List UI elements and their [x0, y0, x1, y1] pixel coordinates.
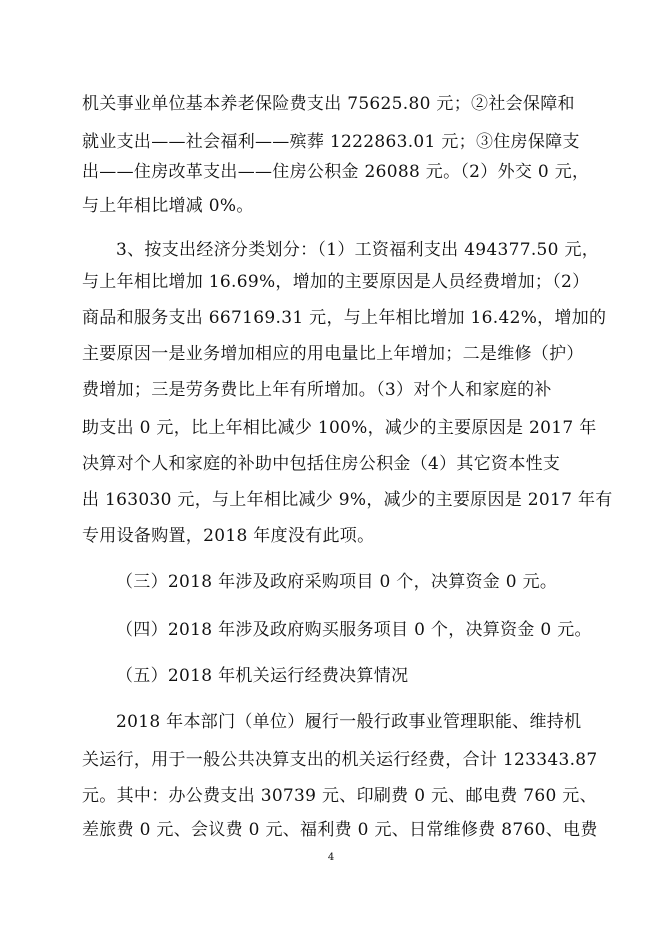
- text-line: 出 163030 元，与上年相比减少 9%，减少的主要原因是 2017 年有: [82, 490, 613, 510]
- text-line: 助支出 0 元，比上年相比减少 100%，减少的主要原因是 2017 年: [82, 418, 597, 438]
- text-line: 主要原因一是业务增加相应的用电量比上年增加；二是维修（护）: [82, 344, 584, 364]
- text-line: 与上年相比增减 0%。: [82, 196, 254, 216]
- text-line: 机关事业单位基本养老保险费支出 75625.80 元；②社会保障和: [82, 94, 575, 114]
- section-heading: （三）2018 年涉及政府采购项目 0 个，决算资金 0 元。: [116, 572, 558, 592]
- text-line: 差旅费 0 元、会议费 0 元、福利费 0 元、日常维修费 8760、电费: [82, 820, 598, 840]
- text-line: 费增加；三是劳务费比上年有所增加。（3）对个人和家庭的补: [82, 380, 552, 400]
- text-line: 2018 年本部门（单位）履行一般行政事业管理职能、维持机: [116, 712, 582, 732]
- text-line: 与上年相比增加 16.69%，增加的主要原因是人员经费增加；（2）: [82, 272, 590, 292]
- page-number: 4: [327, 852, 335, 863]
- text-line: 关运行，用于一般公共决算支出的机关运行经费，合计 123343.87: [82, 750, 598, 770]
- text-line: 出——住房改革支出——住房公积金 26088 元。（2）外交 0 元，: [82, 162, 590, 182]
- text-line: 专用设备购置，2018 年度没有此项。: [82, 526, 375, 546]
- text-line: 元。其中：办公费支出 30739 元、印刷费 0 元、邮电费 760 元、: [82, 786, 597, 806]
- text-line: 3、按支出经济分类划分：（1）工资福利支出 494377.50 元，: [116, 240, 600, 260]
- text-line: 商品和服务支出 667169.31 元，与上年相比增加 16.42%，增加的: [82, 308, 607, 328]
- section-heading: （四）2018 年涉及政府购买服务项目 0 个，决算资金 0 元。: [116, 620, 592, 640]
- text-line: 决算对个人和家庭的补助中包括住房公积金（4）其它资本性支: [82, 454, 561, 474]
- section-heading: （五）2018 年机关运行经费决算情况: [116, 666, 409, 686]
- text-line: 就业支出——社会福利——殡葬 1222863.01 元；③住房保障支: [82, 132, 580, 152]
